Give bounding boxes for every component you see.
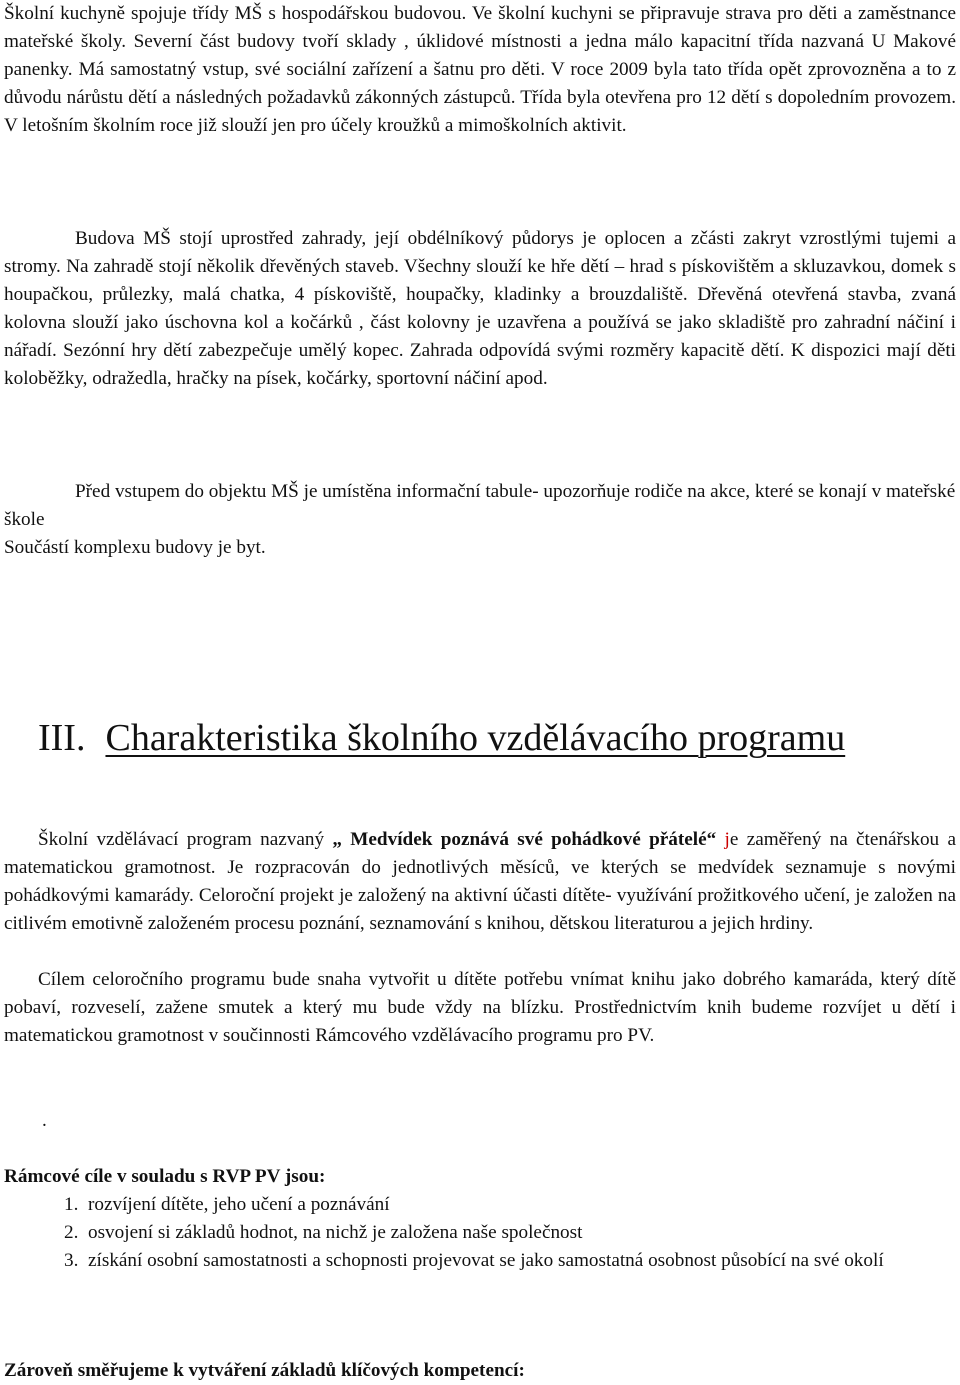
paragraph-apartment: Součástí komplexu budovy je byt. xyxy=(4,537,266,558)
list-item: 3. získání osobní samostatnosti a schopnosti projevovat se jako samostatná osobnost působící na své okolí xyxy=(64,1250,884,1272)
section-heading xyxy=(38,712,845,764)
goals-heading: Rámcové cíle v souladu s RVP PV jsou: xyxy=(4,1166,326,1187)
list-item: 2. osvojení si základů hodnot, na nichž je založena naše společnost xyxy=(64,1222,583,1244)
program-title: Medvídek poznává své pohádkové přátelé xyxy=(350,829,707,850)
section-title: Charakteristika školního vzdělávacího programu xyxy=(105,717,846,759)
goals-list xyxy=(4,1191,956,1275)
list-item: 1. rozvíjení dítěte, jeho učení a poznávání xyxy=(64,1194,390,1215)
paragraph-garden: Budova MŠ stojí uprostřed zahrady, její obdélníkový půdorys je oplocen a zčásti zakryt vzrostlými tujemi a stromy. Na zahradě stojí několik dřevěných staveb. Všechny slouží ke hře dětí – hrad s pískovištěm a skluzavkou, domek s houpačkou, průlezky, malá chatka, 4 pískoviště, houpačky, kladinky a brouzdaliště. Dřevěná otevřená stavba, zvaná kolovna slouží jako úschovna kol a kočárků , část kolovny je uzavřena a používá se jako skladiště pro zahradní náčiní i nářadí. Sezónní hry dětí zabezpečuje umělý kopec. Zahrada odpovídá svými rozměry kapacitě dětí. K dispozici mají děti koloběžky, odražedla, hračky na písek, kočárky, sportovní náčiní apod. xyxy=(4,228,956,390)
competences-heading: Zároveň směřujeme k vytváření základů klíčových kompetencí: xyxy=(4,1360,525,1381)
paragraph-program-goal: Cílem celoročního programu bude snaha vytvořit u dítěte potřebu vnímat knihu jako dobrého kamaráda, který dítě pobaví, rozveselí, zažene smutek a který mu bude vždy na blízku. Prostřednictvím knih budeme rozvíjet u dětí i matematickou gramotnost v součinnosti Rámcového vzdělávacího programu pro PV. xyxy=(4,969,956,1047)
paragraph-kitchen-building: Školní kuchyně spojuje třídy MŠ s hospodářskou budovou. Ve školní kuchyni se připravuje strava pro děti a zaměstnance mateřské školy. Severní část budovy tvoří sklady , úklidové místnosti a jedna málo kapacitní třída nazvaná U Makové panenky. Má samostatný vstup, své sociální zařízení a šatnu pro děti. V roce 2009 byla tato třída opět zprovozněna a to z důvodu nárůstu dětí a následných požadavků zákonných zástupců. Třída byla otevřena pro 12 dětí s dopoledním provozem. V letošním školním roce již slouží jen pro účely kroužků a mimoškolních aktivit. xyxy=(4,3,956,137)
stray-dot: . xyxy=(42,1110,47,1131)
paragraph-program-intro: Školní vzdělávací program nazvaný „ Medvídek poznává své pohádkové přátelé“ je zaměřený na čtenářskou a matematickou gramotnost. Je rozpracován do jednotlivých měsíců, ve kterých se medvídek seznamuje s novými pohádkovými kamarády. Celoroční projekt je založený na aktivní účasti dítěte- využívání prožitkového učení, je založen na citlivém emotivně založeném procesu poznání, seznamování s knihou, dětskou literaturou a jejich hrdiny. xyxy=(4,829,956,935)
paragraph-info-board: Před vstupem do objektu MŠ je umístěna informační tabule- upozorňuje rodiče na akce, které se konají v mateřské škole xyxy=(4,481,956,531)
section-number: III. xyxy=(38,717,86,759)
